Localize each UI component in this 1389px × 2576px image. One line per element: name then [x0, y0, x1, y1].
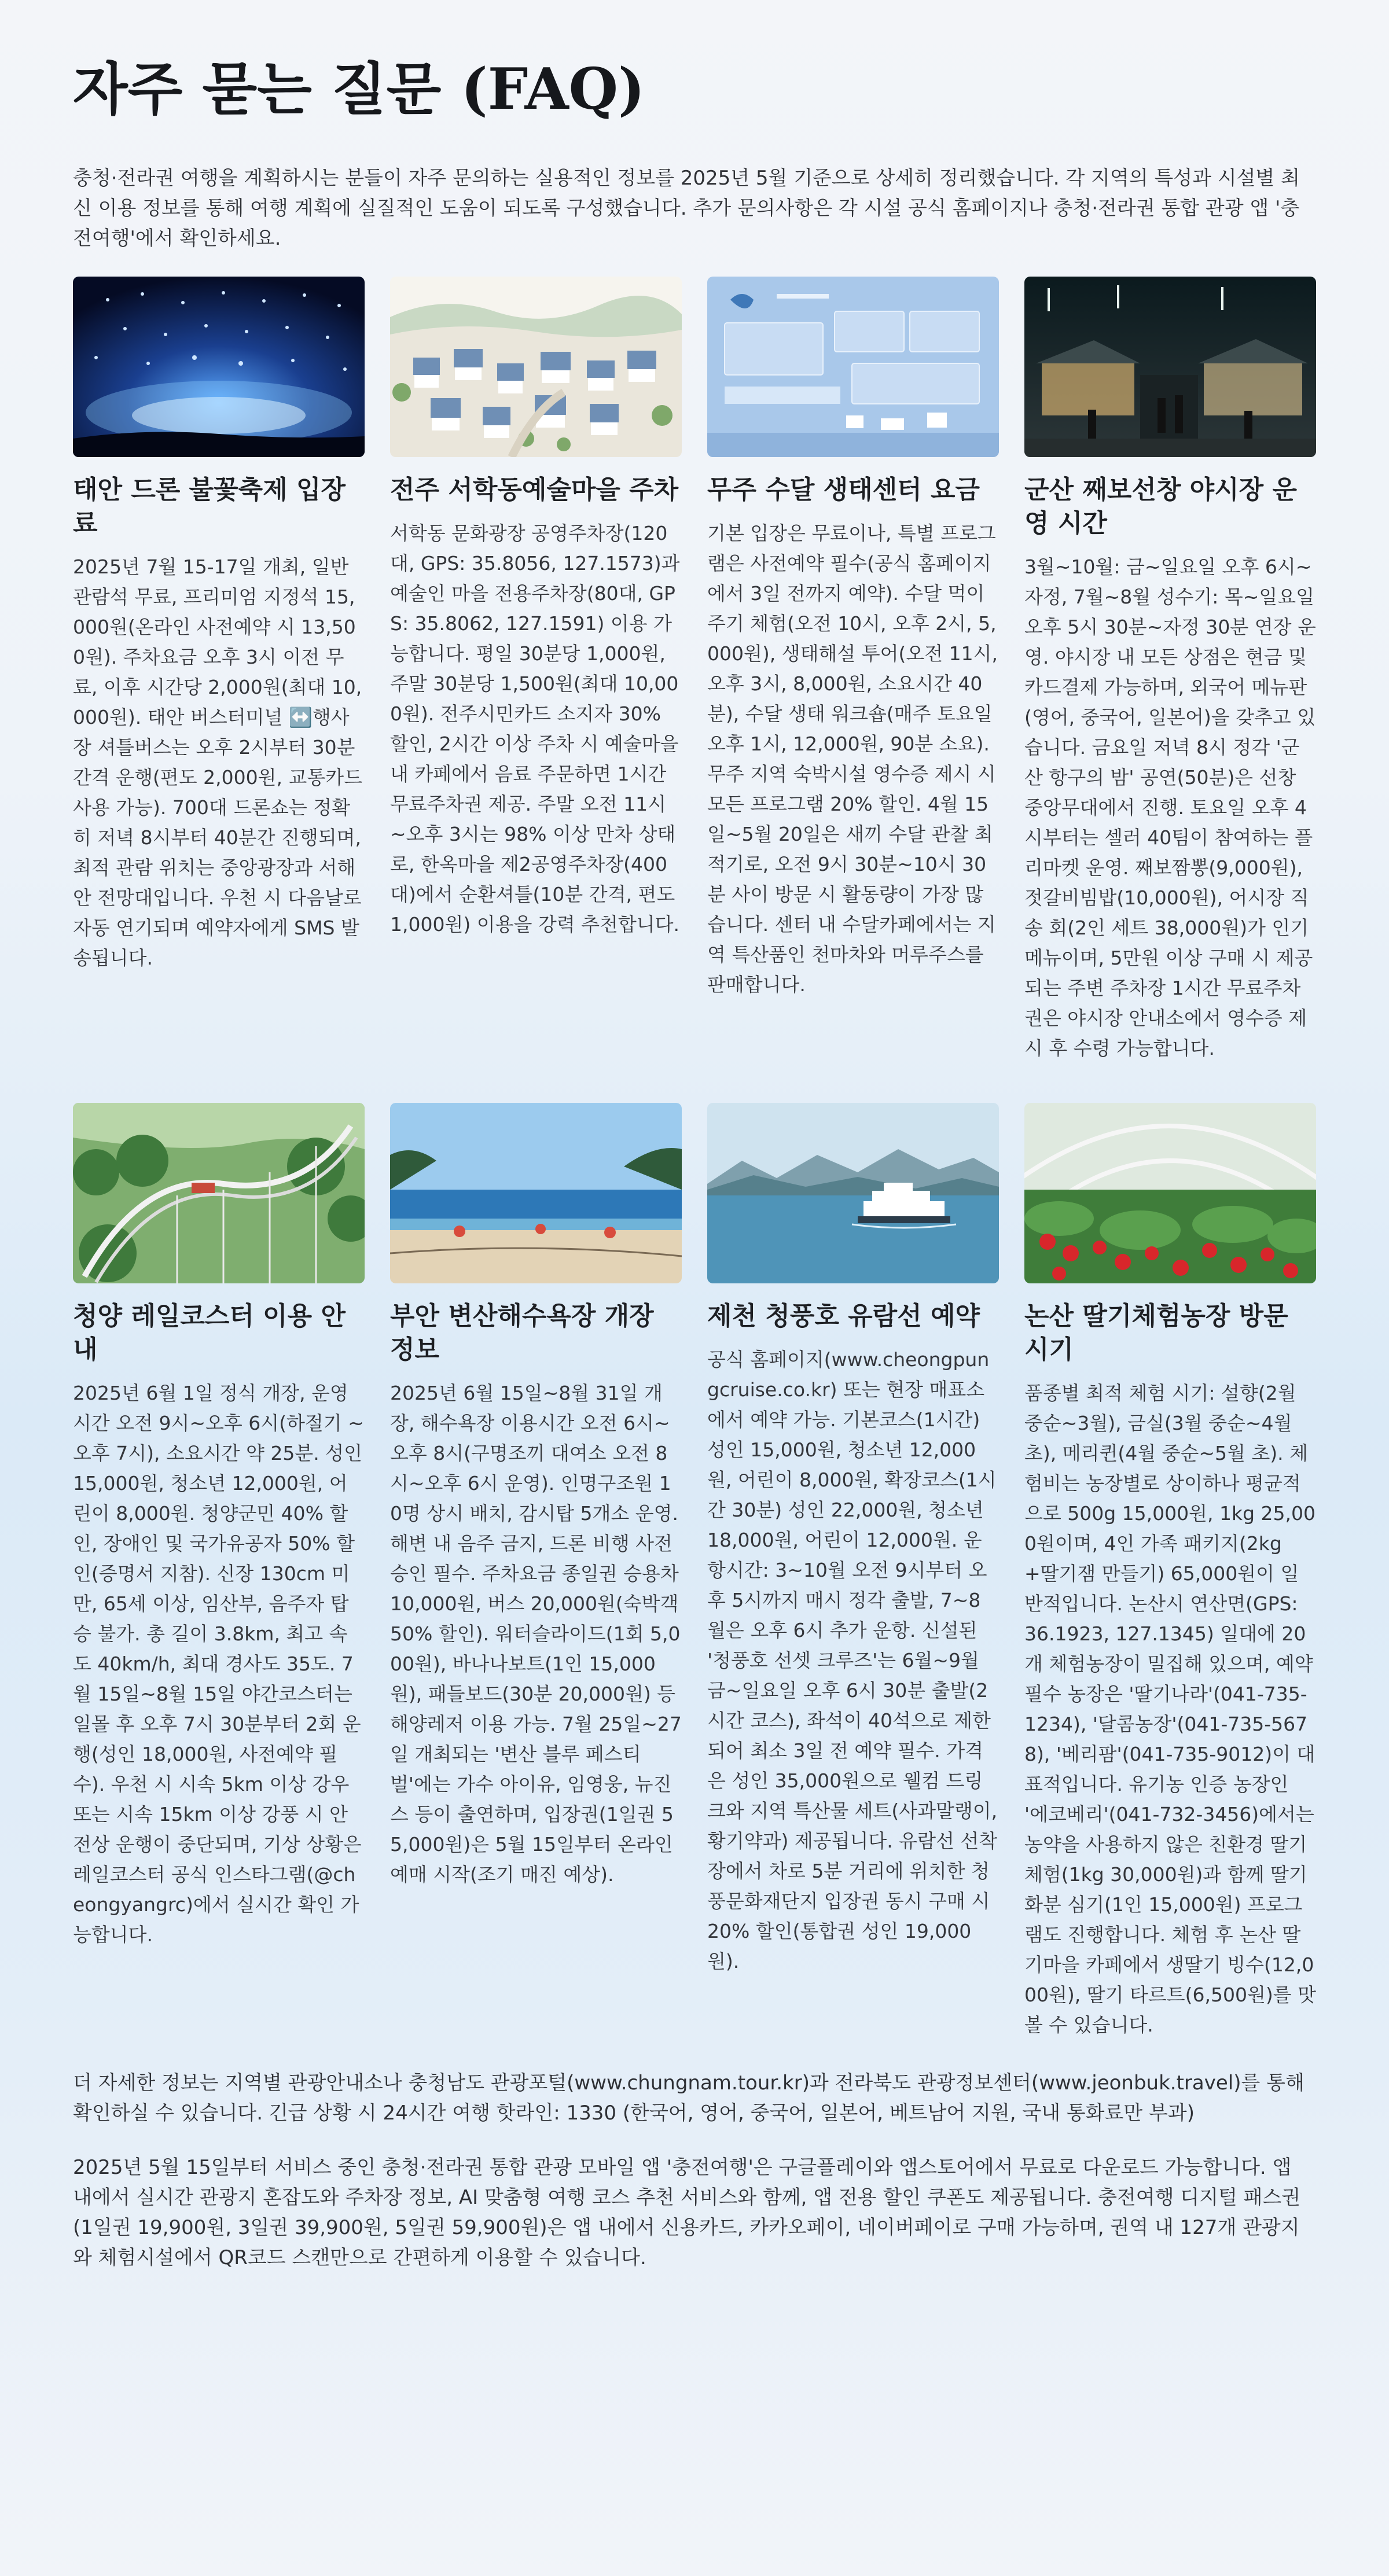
night-market-image	[1024, 277, 1316, 457]
faq-card-gunsan-night-market	[1024, 277, 1316, 1063]
village-illustration-image	[390, 277, 682, 457]
footer-section	[73, 2068, 1316, 2273]
footer-info-paragraph: 더 자세한 정보는 지역별 관광안내소나 충청남도 관광포털(www.chungnam.tour.kr)과 전라북도 관광정보센터(www.jeonbuk.travel)를 통해 확인하실 수 있습니다. 긴급 상황 시 24시간 여행 핫라인: 1330 (한국어, 영어, 중국어, 일본어, 베트남어 지원, 국내 통화료만 부과)	[73, 2071, 1305, 2125]
faq-card-nonsan-strawberry	[1024, 1103, 1316, 2040]
faq-card-cheongyang-coaster	[73, 1103, 365, 2040]
card-title: 군산 째보선창 야시장 운영 시간	[1024, 474, 1297, 538]
faq-grid-row-1	[73, 277, 1316, 1063]
faq-card-buan-beach	[390, 1103, 682, 2040]
card-body: 3월~10월: 금~일요일 오후 6시~자정, 7월~8월 성수기: 목~일요일 오후 5시 30분~자정 30분 연장 운영. 야시장 내 모든 상점은 현금 및 카드결제 가능하며, 외국어 메뉴판(영어, 중국어, 일본어)을 갖추고 있습니다. 금요일 저녁 8시 정각 '군산 항구의 밤' 공연(50분)은 선창 중앙무대에서 진행. 토요일 오후 4시부터는 셀러 40팀이 참여하는 플리마켓 운영. 째보짬뽕(9,000원), 젓갈비빔밥(10,000원), 어시장 직송 회(2인 세트 38,000원)가 인기 메뉴이며, 5만원 이상 구매 시 제공되는 주변 주차장 1시간 무료주차권은 야시장 안내소에서 영수증 제시 후 수령 가능합니다.	[1024, 555, 1316, 1059]
beach-image	[390, 1103, 682, 1283]
card-title: 태안 드론 불꽃축제 입장료	[73, 474, 346, 538]
faq-card-jecheon-cruise	[707, 1103, 999, 2040]
card-body: 기본 입장은 무료이나, 특별 프로그램은 사전예약 필수(공식 홈페이지에서 3일 전까지 예약). 수달 먹이주기 체험(오전 10시, 오후 2시, 5,000원), 생태해설 투어(오전 11시, 오후 3시, 8,000원, 소요시간 40분), 수달 생태 워크숍(매주 토요일 오후 1시, 12,000원, 90분 소요). 무주 지역 숙박시설 영수증 제시 시 모든 프로그램 20% 할인. 4월 15일~5월 20일은 새끼 수달 관찰 최적기로, 오전 9시 30분~10시 30분 사이 방문 시 활동량이 가장 많습니다. 센터 내 수달카페에서는 지역 특산품인 천마차와 머루주스를 판매합니다.	[707, 521, 998, 996]
card-title: 부안 변산해수욕장 개장 정보	[390, 1301, 654, 1364]
faq-card-taean-drone	[73, 277, 365, 1063]
intro-paragraph: 충청·전라권 여행을 계획하시는 분들이 자주 문의하는 실용적인 정보를 2025년 5월 기준으로 상세히 정리했습니다. 각 지역의 특성과 시설별 최신 이용 정보를 통해 여행 계획에 실질적인 도움이 되도록 구성했습니다. 추가 문의사항은 각 시설 공식 홈페이지나 충청·전라권 통합 관광 앱 '충전여행'에서 확인하세요.	[73, 166, 1300, 250]
card-title: 무주 수달 생태센터 요금	[707, 474, 980, 505]
faq-page	[73, 0, 1316, 2273]
otter-center-infographic-image	[707, 277, 999, 457]
card-title: 전주 서학동예술마을 주차	[390, 474, 679, 505]
card-body: 공식 홈페이지(www.cheongpungcruise.co.kr) 또는 현장 매표소에서 예약 가능. 기본코스(1시간) 성인 15,000원, 청소년 12,000원, 어린이 8,000원, 확장코스(1시간 30분) 성인 22,000원, 청소년 18,000원, 어린이 12,000원. 운항시간: 3~10월 오전 9시부터 오후 5시까지 매시 정각 출발, 7~8월은 오후 6시 추가 운항. 신설된 '청풍호 선셋 크루즈'는 6월~9월 금~일요일 오후 6시 30분 출발(2시간 코스), 좌석이 40석으로 제한되어 최소 3일 전 예약 필수. 가격은 성인 35,000원으로 웰컴 드링크와 지역 특산물 세트(사과말랭이, 황기약과) 제공됩니다. 유람선 선착장에서 차로 5분 거리에 위치한 청풍문화재단지 입장권 동시 구매 시 20% 할인(통합권 성인 19,000원).	[707, 1348, 998, 1973]
card-body: 서학동 문화광장 공영주차장(120대, GPS: 35.8056, 127.1573)과 예술인 마을 전용주차장(80대, GPS: 35.8062, 127.1591) 이용 가능합니다. 평일 30분당 1,000원, 주말 30분당 1,500원(최대 10,000원). 전주시민카드 소지자 30% 할인, 2시간 이상 주차 시 예술마을 내 카페에서 음료 주문하면 1시간 무료주차권 제공. 주말 오전 11시~오후 3시는 98% 이상 만차 상태로, 한옥마을 제2공영주차장(400대)에서 순환셔틀(10분 간격, 편도 1,000원) 이용을 강력 추천합니다.	[390, 521, 680, 936]
card-title: 논산 딸기체험농장 방문 시기	[1024, 1301, 1288, 1364]
footer-app-paragraph: 2025년 5월 15일부터 서비스 중인 충청·전라권 통합 관광 모바일 앱 '충전여행'은 구글플레이와 앱스토어에서 무료로 다운로드 가능합니다. 앱 내에서 실시간 관광지 혼잡도와 주차장 정보, AI 맞춤형 여행 코스 추천 서비스와 함께, 앱 전용 할인 쿠폰도 제공됩니다. 충전여행 디지털 패스권(1일권 19,900원, 3일권 39,900원, 5일권 59,900원)은 앱 내에서 신용카드, 카카오페이, 네이버페이로 구매 가능하며, 권역 내 127개 관광지와 체험시설에서 QR코드 스캔만으로 간편하게 이용할 수 있습니다.	[73, 2155, 1301, 2269]
card-title: 청양 레일코스터 이용 안내	[73, 1301, 346, 1364]
strawberry-farm-image	[1024, 1103, 1316, 1283]
faq-card-muju-otter	[707, 277, 999, 1063]
roller-coaster-image	[73, 1103, 365, 1283]
card-body: 품종별 최적 체험 시기: 설향(2월 중순~3월), 금실(3월 중순~4월 초), 메리퀸(4월 중순~5월 초). 체험비는 농장별로 상이하나 평균적으로 500g 15,000원, 1kg 25,000원이며, 4인 가족 패키지(2kg+딸기잼 만들기) 65,000원이 일반적입니다. 논산시 연산면(GPS: 36.1923, 127.1345) 일대에 20개 체험농장이 밀집해 있으며, 예약 필수 농장은 '딸기나라'(041-735-1234), '달콤농장'(041-735-5678), '베리팜'(041-735-9012)이 대표적입니다. 유기농 인증 농장인 '에코베리'(041-732-3456)에서는 농약을 사용하지 않은 친환경 딸기 체험(1kg 30,000원)과 함께 딸기 화분 심기(1인 15,000원) 프로그램도 진행합니다. 체험 후 논산 딸기마을 카페에서 생딸기 빙수(12,000원), 딸기 타르트(6,500원)를 맛볼 수 있습니다.	[1024, 1381, 1316, 2036]
page-title: 자주 묻는 질문 (FAQ)	[73, 56, 645, 123]
drone-fireworks-image	[73, 277, 365, 457]
cruise-ship-image	[707, 1103, 999, 1283]
faq-grid-row-2	[73, 1103, 1316, 2040]
card-title: 제천 청풍호 유람선 예약	[707, 1301, 980, 1331]
card-body: 2025년 6월 1일 정식 개장, 운영시간 오전 9시~오후 6시(하절기 ~오후 7시), 소요시간 약 25분. 성인 15,000원, 청소년 12,000원, 어린이 8,000원. 청양군민 40% 할인, 장애인 및 국가유공자 50% 할인(증명서 지참). 신장 130cm 미만, 65세 이상, 임산부, 음주자 탑승 불가. 총 길이 3.8km, 최고 속도 40km/h, 최대 경사도 35도. 7월 15일~8월 15일 야간코스터는 일몰 후 오후 7시 30분부터 2회 운행(성인 18,000원, 사전예약 필수). 우천 시 시속 5km 이상 강우 또는 시속 15km 이상 강풍 시 안전상 운행이 중단되며, 기상 상황은 레일코스터 공식 인스타그램(@cheongyangrc)에서 실시간 확인 가능합니다.	[73, 1381, 364, 1946]
card-body: 2025년 7월 15-17일 개최, 일반 관람석 무료, 프리미엄 지정석 15,000원(온라인 사전예약 시 13,500원). 주차요금 오후 3시 이전 무료, 이후 시간당 2,000원(최대 10,000원). 태안 버스터미널 ↔️행사장 셔틀버스는 오후 2시부터 30분 간격 운행(편도 2,000원, 교통카드 사용 가능). 700대 드론쇼는 정확히 저녁 8시부터 40분간 진행되며, 최적 관람 위치는 중앙광장과 서해안 전망대입니다. 우천 시 다음날로 자동 연기되며 예약자에게 SMS 발송됩니다.	[73, 555, 362, 969]
card-body: 2025년 6월 15일~8월 31일 개장, 해수욕장 이용시간 오전 6시~오후 8시(구명조끼 대여소 오전 8시~오후 6시 운영). 인명구조원 10명 상시 배치, 감시탑 5개소 운영. 해변 내 음주 금지, 드론 비행 사전승인 필수. 주차요금 종일권 승용차 10,000원, 버스 20,000원(숙박객 50% 할인). 워터슬라이드(1회 5,000원), 바나나보트(1인 15,000원), 패들보드(30분 20,000원) 등 해양레저 이용 가능. 7월 25일~27일 개최되는 '변산 블루 페스티벌'에는 가수 아이유, 임영웅, 뉴진스 등이 출연하며, 입장권(1일권 55,000원)은 5월 15일부터 온라인 예매 시작(조기 매진 예상).	[390, 1381, 682, 1886]
faq-card-jeonju-parking	[390, 277, 682, 1063]
